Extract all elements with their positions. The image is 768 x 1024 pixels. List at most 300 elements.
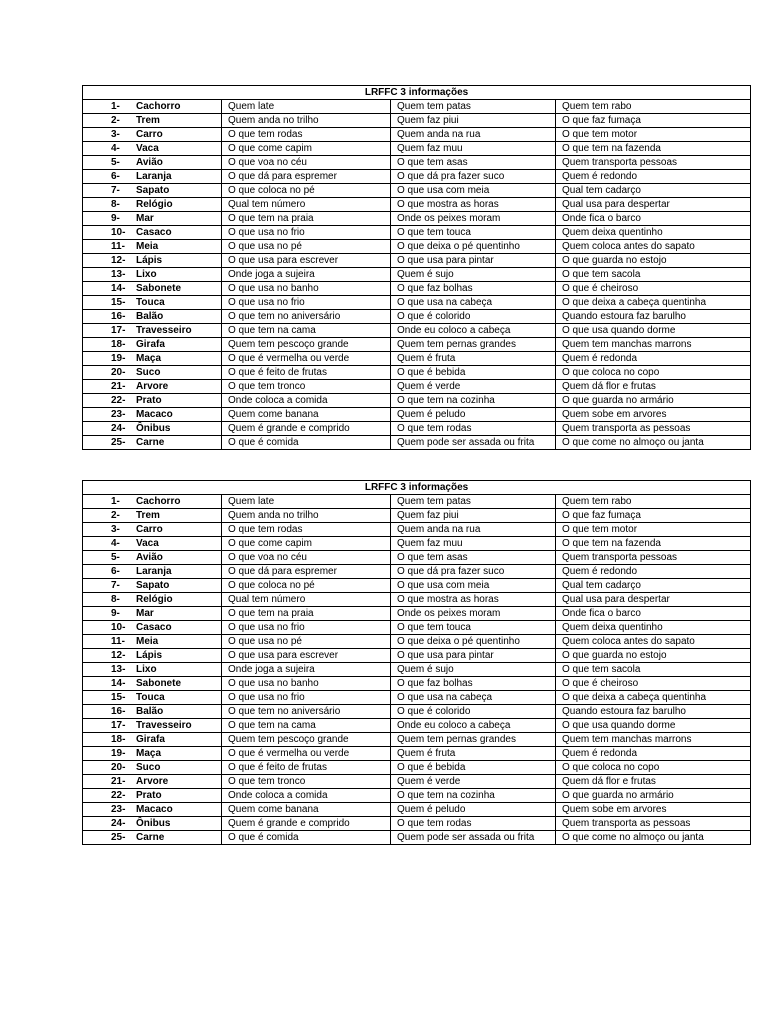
clue-cell-3: Quem sobe em arvores [556, 803, 751, 817]
item-number: 18- [111, 339, 126, 350]
item-name: Sapato [136, 185, 170, 196]
clue-cell-2: O que faz bolhas [391, 282, 556, 296]
clue-cell-3: O que tem na fazenda [556, 142, 751, 156]
item-cell [83, 509, 222, 523]
item-name: Girafa [136, 734, 165, 745]
item-cell [83, 537, 222, 551]
clue-cell-2: O que mostra as horas [391, 198, 556, 212]
clue-cell-1: O que tem no aniversário [222, 310, 391, 324]
clue-cell-1: O que usa no frio [222, 226, 391, 240]
table-row [83, 719, 751, 733]
clue-cell-1: O que tem na praia [222, 212, 391, 226]
table-row [83, 170, 751, 184]
clue-cell-3: O que tem motor [556, 523, 751, 537]
clue-cell-2: O que dá pra fazer suco [391, 565, 556, 579]
item-cell [83, 310, 222, 324]
clue-cell-1: Quem late [222, 495, 391, 509]
clue-cell-1: O que tem na cama [222, 324, 391, 338]
clue-cell-2: Quem é fruta [391, 747, 556, 761]
clue-cell-3: Quem deixa quentinho [556, 226, 751, 240]
clue-cell-1: O que tem tronco [222, 380, 391, 394]
table-row [83, 677, 751, 691]
table-row [83, 607, 751, 621]
item-name: Maça [136, 748, 162, 759]
item-name: Mar [136, 213, 154, 224]
item-name: Meia [136, 636, 159, 647]
item-name: Ônibus [136, 423, 171, 434]
clue-cell-3: O que deixa a cabeça quentinha [556, 296, 751, 310]
item-cell [83, 338, 222, 352]
clue-cell-2: O que tem touca [391, 621, 556, 635]
info-table-2 [82, 480, 750, 845]
clue-cell-3: O que deixa a cabeça quentinha [556, 691, 751, 705]
item-cell [83, 114, 222, 128]
table-row [83, 394, 751, 408]
item-number: 11- [111, 241, 125, 252]
item-cell [83, 719, 222, 733]
table-row [83, 593, 751, 607]
item-number: 14- [111, 283, 126, 294]
clue-cell-1: Quem tem pescoço grande [222, 733, 391, 747]
item-cell [83, 226, 222, 240]
table-title: LRFFC 3 informações [83, 86, 751, 100]
item-name: Touca [136, 297, 165, 308]
table-row [83, 537, 751, 551]
item-number: 7- [111, 185, 120, 196]
item-cell [83, 607, 222, 621]
clue-cell-2: O que tem rodas [391, 817, 556, 831]
item-name: Trem [136, 115, 160, 126]
clue-cell-3: Quem dá flor e frutas [556, 775, 751, 789]
clue-cell-2: Quem é sujo [391, 268, 556, 282]
clue-cell-1: O que é comida [222, 831, 391, 845]
item-cell [83, 551, 222, 565]
item-number: 14- [111, 678, 126, 689]
item-name: Vaca [136, 143, 159, 154]
item-name: Carro [136, 524, 163, 535]
item-name: Carro [136, 129, 163, 140]
table-row [83, 408, 751, 422]
item-cell [83, 254, 222, 268]
clue-cell-2: O que usa com meia [391, 184, 556, 198]
item-number: 13- [111, 269, 126, 280]
clue-cell-2: Onde os peixes moram [391, 607, 556, 621]
table-row [83, 240, 751, 254]
clue-cell-1: Quem é grande e comprido [222, 422, 391, 436]
table-row [83, 324, 751, 338]
clue-cell-3: Qual usa para despertar [556, 198, 751, 212]
item-name: Meia [136, 241, 159, 252]
clue-cell-1: Onde coloca a comida [222, 394, 391, 408]
clue-cell-1: Onde joga a sujeira [222, 268, 391, 282]
item-cell [83, 565, 222, 579]
clue-cell-2: Quem pode ser assada ou frita [391, 436, 556, 450]
clue-cell-3: O que tem sacola [556, 268, 751, 282]
item-name: Cachorro [136, 496, 181, 507]
clue-cell-3: Quem sobe em arvores [556, 408, 751, 422]
item-name: Prato [136, 790, 162, 801]
table-row [83, 495, 751, 509]
item-number: 1- [111, 496, 120, 507]
table-row [83, 114, 751, 128]
item-cell [83, 268, 222, 282]
clue-cell-3: O que tem motor [556, 128, 751, 142]
clue-cell-3: O que come no almoço ou janta [556, 436, 751, 450]
table-row [83, 565, 751, 579]
clue-cell-3: Quem é redondo [556, 565, 751, 579]
item-name: Maça [136, 353, 162, 364]
clue-cell-3: O que come no almoço ou janta [556, 831, 751, 845]
item-cell [83, 408, 222, 422]
item-cell [83, 324, 222, 338]
clue-cell-3: Quem tem manchas marrons [556, 733, 751, 747]
item-name: Lixo [136, 664, 157, 675]
clue-cell-2: O que usa para pintar [391, 254, 556, 268]
item-cell [83, 677, 222, 691]
item-cell [83, 296, 222, 310]
table-row [83, 509, 751, 523]
clue-cell-3: Quando estoura faz barulho [556, 705, 751, 719]
item-number: 3- [111, 524, 120, 535]
item-name: Relógio [136, 199, 173, 210]
clue-cell-1: O que dá para espremer [222, 565, 391, 579]
item-cell [83, 352, 222, 366]
clue-cell-1: O que dá para espremer [222, 170, 391, 184]
item-number: 17- [111, 325, 126, 336]
item-number: 12- [111, 255, 126, 266]
item-cell [83, 733, 222, 747]
clue-cell-2: Quem faz piui [391, 509, 556, 523]
item-name: Vaca [136, 538, 159, 549]
clue-cell-1: O que usa no frio [222, 691, 391, 705]
item-cell [83, 142, 222, 156]
item-number: 15- [111, 297, 126, 308]
item-name: Laranja [136, 171, 172, 182]
table-row [83, 705, 751, 719]
item-cell [83, 663, 222, 677]
clue-cell-1: O que usa no frio [222, 296, 391, 310]
item-name: Casaco [136, 227, 172, 238]
clue-cell-3: Quem deixa quentinho [556, 621, 751, 635]
table-row [83, 831, 751, 845]
clue-cell-1: O que é vermelha ou verde [222, 352, 391, 366]
clue-cell-1: O que voa no céu [222, 156, 391, 170]
clue-cell-3: O que usa quando dorme [556, 719, 751, 733]
table-row [83, 551, 751, 565]
table-row [83, 282, 751, 296]
clue-cell-2: O que é colorido [391, 310, 556, 324]
item-cell [83, 789, 222, 803]
item-number: 6- [111, 171, 120, 182]
clue-cell-1: Qual tem número [222, 593, 391, 607]
item-number: 4- [111, 538, 120, 549]
clue-cell-2: O que é colorido [391, 705, 556, 719]
clue-cell-2: Quem tem pernas grandes [391, 338, 556, 352]
item-number: 8- [111, 594, 120, 605]
clue-cell-2: Quem faz muu [391, 537, 556, 551]
clue-cell-3: Quem coloca antes do sapato [556, 240, 751, 254]
item-name: Touca [136, 692, 165, 703]
item-number: 8- [111, 199, 120, 210]
clue-cell-1: O que usa no banho [222, 677, 391, 691]
table-row [83, 621, 751, 635]
table-row [83, 198, 751, 212]
item-cell [83, 198, 222, 212]
item-cell [83, 635, 222, 649]
clue-cell-2: O que usa com meia [391, 579, 556, 593]
item-cell [83, 394, 222, 408]
clue-cell-2: Quem tem pernas grandes [391, 733, 556, 747]
table-row [83, 156, 751, 170]
item-name: Ônibus [136, 818, 171, 829]
clue-cell-2: O que usa na cabeça [391, 691, 556, 705]
item-name: Travesseiro [136, 325, 192, 336]
clue-cell-1: Onde coloca a comida [222, 789, 391, 803]
table-row [83, 254, 751, 268]
clue-cell-2: Quem é verde [391, 380, 556, 394]
info-table [82, 480, 751, 845]
clue-cell-1: Quem anda no trilho [222, 509, 391, 523]
clue-cell-2: Quem anda na rua [391, 128, 556, 142]
clue-cell-3: Quem transporta pessoas [556, 551, 751, 565]
item-cell [83, 495, 222, 509]
clue-cell-2: O que tem rodas [391, 422, 556, 436]
clue-cell-3: Quem é redondo [556, 170, 751, 184]
table-row [83, 422, 751, 436]
item-name: Macaco [136, 409, 173, 420]
clue-cell-1: Quem late [222, 100, 391, 114]
clue-cell-2: O que tem touca [391, 226, 556, 240]
item-number: 5- [111, 157, 120, 168]
clue-cell-2: Quem tem patas [391, 495, 556, 509]
table-row [83, 663, 751, 677]
clue-cell-3: Onde fica o barco [556, 607, 751, 621]
table-row [83, 184, 751, 198]
item-cell [83, 621, 222, 635]
item-cell [83, 523, 222, 537]
clue-cell-3: O que é cheiroso [556, 677, 751, 691]
item-number: 21- [111, 381, 126, 392]
item-cell [83, 831, 222, 845]
clue-cell-1: O que usa no frio [222, 621, 391, 635]
item-number: 10- [111, 622, 126, 633]
item-cell [83, 747, 222, 761]
item-name: Suco [136, 762, 161, 773]
clue-cell-1: O que usa para escrever [222, 649, 391, 663]
item-name: Girafa [136, 339, 165, 350]
clue-cell-2: O que tem asas [391, 551, 556, 565]
table-row [83, 803, 751, 817]
item-number: 24- [111, 423, 126, 434]
item-name: Lápis [136, 650, 163, 661]
item-number: 12- [111, 650, 126, 661]
item-name: Sabonete [136, 283, 182, 294]
item-number: 25- [111, 832, 126, 843]
clue-cell-3: O que é cheiroso [556, 282, 751, 296]
table-row [83, 226, 751, 240]
item-name: Balão [136, 706, 164, 717]
item-name: Arvore [136, 776, 169, 787]
clue-cell-3: Quem coloca antes do sapato [556, 635, 751, 649]
item-name: Cachorro [136, 101, 181, 112]
clue-cell-3: Quem dá flor e frutas [556, 380, 751, 394]
item-number: 16- [111, 706, 126, 717]
item-cell [83, 170, 222, 184]
item-number: 15- [111, 692, 126, 703]
item-name: Sabonete [136, 678, 182, 689]
item-cell [83, 366, 222, 380]
item-cell [83, 128, 222, 142]
item-cell [83, 817, 222, 831]
item-name: Lixo [136, 269, 157, 280]
clue-cell-1: O que é feito de frutas [222, 761, 391, 775]
table-row [83, 296, 751, 310]
item-number: 3- [111, 129, 120, 140]
clue-cell-3: Quando estoura faz barulho [556, 310, 751, 324]
item-number: 1- [111, 101, 120, 112]
item-cell [83, 422, 222, 436]
clue-cell-1: O que tem tronco [222, 775, 391, 789]
clue-cell-1: Quem come banana [222, 803, 391, 817]
clue-cell-2: Quem anda na rua [391, 523, 556, 537]
clue-cell-1: O que é comida [222, 436, 391, 450]
item-number: 25- [111, 437, 126, 448]
item-name: Casaco [136, 622, 172, 633]
table-row [83, 775, 751, 789]
item-name: Arvore [136, 381, 169, 392]
item-number: 10- [111, 227, 126, 238]
clue-cell-1: Quem tem pescoço grande [222, 338, 391, 352]
item-number: 5- [111, 552, 120, 563]
clue-cell-1: Quem come banana [222, 408, 391, 422]
clue-cell-2: Quem tem patas [391, 100, 556, 114]
table-row [83, 691, 751, 705]
item-name: Lápis [136, 255, 163, 266]
clue-cell-2: O que usa para pintar [391, 649, 556, 663]
item-name: Prato [136, 395, 162, 406]
clue-cell-3: Qual usa para despertar [556, 593, 751, 607]
clue-cell-1: O que usa para escrever [222, 254, 391, 268]
item-name: Avião [136, 157, 163, 168]
table-row [83, 789, 751, 803]
item-number: 16- [111, 311, 126, 322]
clue-cell-2: Onde eu coloco a cabeça [391, 324, 556, 338]
table-row [83, 733, 751, 747]
clue-cell-1: O que come capim [222, 142, 391, 156]
table-row [83, 352, 751, 366]
clue-cell-2: Quem faz piui [391, 114, 556, 128]
table-row [83, 761, 751, 775]
clue-cell-2: Quem é fruta [391, 352, 556, 366]
item-cell [83, 705, 222, 719]
item-number: 9- [111, 213, 120, 224]
clue-cell-3: O que faz fumaça [556, 509, 751, 523]
item-number: 18- [111, 734, 126, 745]
clue-cell-2: Quem é peludo [391, 408, 556, 422]
clue-cell-2: O que usa na cabeça [391, 296, 556, 310]
item-cell [83, 156, 222, 170]
clue-cell-1: Quem anda no trilho [222, 114, 391, 128]
item-name: Mar [136, 608, 154, 619]
item-name: Laranja [136, 566, 172, 577]
item-name: Avião [136, 552, 163, 563]
table-row [83, 579, 751, 593]
clue-cell-1: Quem é grande e comprido [222, 817, 391, 831]
table-row [83, 747, 751, 761]
clue-cell-1: O que coloca no pé [222, 184, 391, 198]
item-cell [83, 579, 222, 593]
item-cell [83, 380, 222, 394]
item-cell [83, 240, 222, 254]
table-row [83, 817, 751, 831]
clue-cell-1: O que usa no pé [222, 635, 391, 649]
table-row [83, 212, 751, 226]
table-title-row [83, 86, 751, 100]
item-number: 23- [111, 804, 126, 815]
clue-cell-1: O que come capim [222, 537, 391, 551]
item-number: 7- [111, 580, 120, 591]
clue-cell-3: Quem tem rabo [556, 495, 751, 509]
clue-cell-2: O que dá pra fazer suco [391, 170, 556, 184]
item-number: 2- [111, 510, 120, 521]
clue-cell-1: O que usa no pé [222, 240, 391, 254]
table-row [83, 268, 751, 282]
table-row [83, 635, 751, 649]
clue-cell-3: O que guarda no estojo [556, 254, 751, 268]
clue-cell-1: O que tem na praia [222, 607, 391, 621]
item-cell [83, 184, 222, 198]
clue-cell-3: O que faz fumaça [556, 114, 751, 128]
clue-cell-3: O que guarda no armário [556, 789, 751, 803]
clue-cell-3: Qual tem cadarço [556, 184, 751, 198]
clue-cell-3: O que guarda no armário [556, 394, 751, 408]
item-number: 22- [111, 395, 126, 406]
clue-cell-2: Quem é sujo [391, 663, 556, 677]
clue-cell-3: O que coloca no copo [556, 761, 751, 775]
clue-cell-2: O que é bebida [391, 366, 556, 380]
clue-cell-1: O que voa no céu [222, 551, 391, 565]
clue-cell-2: O que mostra as horas [391, 593, 556, 607]
item-name: Macaco [136, 804, 173, 815]
clue-cell-1: O que tem rodas [222, 523, 391, 537]
item-number: 23- [111, 409, 126, 420]
item-number: 9- [111, 608, 120, 619]
table-row [83, 649, 751, 663]
clue-cell-3: Quem é redonda [556, 747, 751, 761]
table-row [83, 100, 751, 114]
table-row [83, 523, 751, 537]
table-row [83, 366, 751, 380]
clue-cell-3: O que coloca no copo [556, 366, 751, 380]
item-name: Relógio [136, 594, 173, 605]
item-cell [83, 282, 222, 296]
clue-cell-2: Quem é verde [391, 775, 556, 789]
item-number: 22- [111, 790, 126, 801]
clue-cell-2: O que tem na cozinha [391, 394, 556, 408]
clue-cell-1: O que é feito de frutas [222, 366, 391, 380]
clue-cell-2: O que faz bolhas [391, 677, 556, 691]
clue-cell-3: Quem transporta as pessoas [556, 422, 751, 436]
clue-cell-2: Quem faz muu [391, 142, 556, 156]
item-number: 20- [111, 367, 126, 378]
clue-cell-1: O que tem na cama [222, 719, 391, 733]
clue-cell-2: O que tem asas [391, 156, 556, 170]
item-name: Suco [136, 367, 161, 378]
table-row [83, 142, 751, 156]
item-cell [83, 803, 222, 817]
table-title-row [83, 481, 751, 495]
clue-cell-2: O que tem na cozinha [391, 789, 556, 803]
